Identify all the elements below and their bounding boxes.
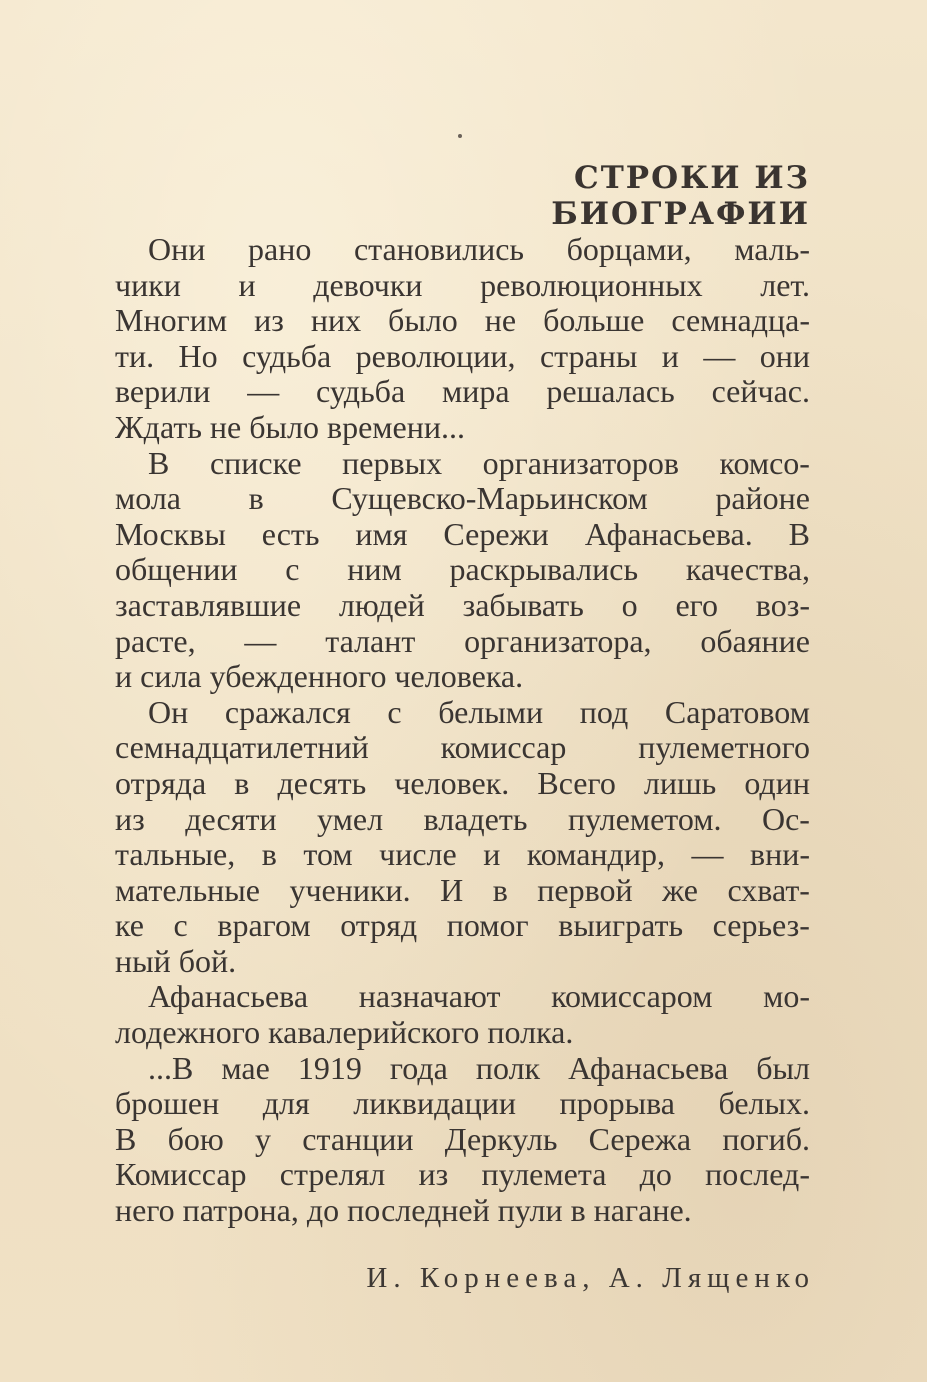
word: Комиссар (115, 1156, 247, 1193)
word: прорыва (559, 1085, 675, 1122)
word: Афанасьева. (584, 515, 753, 552)
word: организатора, (464, 622, 652, 659)
word: забывать (462, 586, 584, 623)
word: мола (115, 480, 181, 517)
word: десять (277, 764, 367, 801)
word: ...В (148, 1049, 194, 1086)
word: Они (148, 231, 206, 267)
word: лишь (643, 764, 717, 801)
print-dot (458, 134, 462, 138)
word: отряда (115, 764, 207, 801)
word: пулеметного (638, 729, 810, 766)
text-line (115, 837, 810, 873)
word: мо- (763, 978, 810, 1015)
word: и (238, 266, 256, 303)
text-line (115, 766, 810, 802)
word: 1919 (297, 1049, 362, 1086)
word: становились (353, 231, 524, 267)
word: станции (302, 1120, 414, 1157)
word: брошен (115, 1085, 220, 1122)
text-line (115, 232, 810, 268)
word: Но (178, 337, 218, 374)
text-line (115, 730, 810, 766)
word: лет. (760, 266, 810, 303)
word: послед- (705, 1156, 810, 1193)
text-line (115, 552, 810, 588)
word: выиграть (558, 907, 684, 944)
word: страны (539, 337, 638, 374)
text-line (115, 624, 810, 660)
word: рано (248, 231, 312, 267)
word: Москвы (115, 515, 226, 552)
word: пулеметом. (567, 800, 722, 837)
word: революции, (355, 337, 516, 374)
word: маль- (734, 231, 810, 267)
word: ти. (115, 337, 155, 374)
word: том (303, 836, 353, 873)
word: Афанасьева (148, 978, 309, 1015)
author-signature: И. Корнеева, А. Лященко (366, 1262, 815, 1294)
word: назначают (358, 978, 501, 1015)
word: Сережи (443, 515, 549, 552)
page-title: СТРОКИ ИЗ БИОГРАФИИ (551, 160, 810, 232)
word: борцами, (566, 231, 692, 267)
text-line (115, 303, 810, 339)
word: до (639, 1156, 672, 1193)
word: есть (261, 515, 320, 552)
word: ученики. (289, 871, 411, 908)
text-line (115, 908, 810, 944)
word: был (756, 1049, 810, 1086)
word: судьба (242, 337, 332, 374)
word: революционных (480, 266, 703, 303)
word: судьба (316, 373, 406, 410)
text-line (115, 339, 810, 375)
word: сейчас. (711, 373, 810, 410)
word: десяти (185, 800, 277, 837)
word: с (173, 907, 188, 944)
word: комиссаром (551, 978, 713, 1015)
word: года (389, 1049, 448, 1086)
word: Деркуль (444, 1120, 558, 1157)
text-line (115, 588, 810, 624)
word: из (418, 1156, 449, 1193)
text-line (115, 374, 810, 410)
word: же (662, 871, 698, 908)
word: в (234, 764, 250, 801)
text-line (115, 1051, 810, 1087)
word: полк (475, 1049, 541, 1086)
word: бою (167, 1120, 224, 1157)
word: отряд (340, 907, 418, 944)
word: больше (543, 302, 645, 339)
word: раскрывались (449, 551, 639, 588)
word: один (744, 764, 810, 801)
word: — (703, 337, 736, 374)
word: — (691, 836, 724, 873)
text-line (115, 481, 810, 517)
text-line (115, 517, 810, 553)
word: мае (221, 1049, 270, 1086)
word: Афанасьева (568, 1049, 729, 1086)
word: верили (115, 373, 211, 410)
text-line (115, 979, 810, 1015)
word: районе (715, 480, 810, 517)
word: владеть (423, 800, 528, 837)
word: Сережа (588, 1120, 692, 1157)
word: Ос- (761, 800, 810, 837)
word: из (254, 302, 284, 339)
word: семнадцатилетний (115, 729, 369, 766)
word: мательные (115, 871, 260, 908)
text-line (115, 1086, 810, 1122)
word: мира (442, 373, 510, 410)
word: комсо- (719, 444, 810, 481)
article-body (115, 232, 810, 1229)
word: в (248, 480, 264, 517)
text-line (115, 268, 810, 304)
word: первых (342, 444, 443, 481)
word: В (148, 444, 170, 481)
word: у (255, 1120, 271, 1157)
word: серьез- (712, 907, 810, 944)
word: Он (148, 693, 189, 730)
word: — (247, 373, 280, 410)
word: тальные, (115, 836, 236, 873)
word: ке (115, 907, 144, 944)
word: схват- (727, 871, 810, 908)
word: человек. (394, 764, 510, 801)
text-line: Ждать не было времени... (115, 408, 465, 445)
word: не (484, 302, 517, 339)
word: первой (537, 871, 633, 908)
word: и (661, 337, 679, 374)
word: ним (347, 551, 402, 588)
word: В (788, 515, 810, 552)
word: с (387, 693, 402, 730)
word: пулемета (481, 1156, 607, 1193)
word: белыми (438, 693, 544, 730)
word: для (262, 1085, 310, 1122)
word: вни- (749, 836, 810, 873)
word: Сущевско-Марьинском (331, 480, 648, 517)
word: врагом (217, 907, 311, 944)
word: комиссар (440, 729, 567, 766)
text-line (115, 1122, 810, 1158)
word: ликвидации (353, 1085, 516, 1122)
word: числе (379, 836, 457, 873)
word: из (115, 800, 145, 837)
word: стрелял (279, 1156, 386, 1193)
text-line: него патрона, до последней пули в нагане. (115, 1192, 692, 1229)
text-line: ный бой. (115, 942, 237, 979)
word: И (440, 871, 464, 908)
word: общении (115, 551, 238, 588)
word: В (115, 1120, 137, 1157)
word: под (579, 693, 629, 730)
word: девочки (313, 266, 423, 303)
word: белых. (718, 1085, 810, 1122)
word: людей (338, 586, 425, 623)
word: Саратовом (664, 693, 810, 730)
word: талант (325, 622, 416, 659)
word: с (285, 551, 300, 588)
text-line (115, 802, 810, 838)
word: в (492, 871, 508, 908)
word: помог (446, 907, 529, 944)
word: — (244, 622, 277, 659)
word: качества, (685, 551, 810, 588)
word: умел (317, 800, 384, 837)
text-line: лодежного кавалерийского полка. (115, 1014, 574, 1051)
text-line (115, 695, 810, 731)
word: погиб. (722, 1120, 810, 1157)
word: организаторов (482, 444, 679, 481)
word: семнадца- (671, 302, 810, 339)
word: командир, (526, 836, 665, 873)
text-line (115, 1157, 810, 1193)
word: о (621, 586, 638, 623)
word: списке (209, 444, 302, 481)
word: и (483, 836, 501, 873)
word: сражался (224, 693, 351, 730)
word: обаяние (700, 622, 810, 659)
word: имя (355, 515, 408, 552)
word: его (675, 586, 718, 623)
text-line (115, 873, 810, 909)
word: Всего (537, 764, 616, 801)
word: было (388, 302, 458, 339)
word: они (759, 337, 810, 374)
word: чики (115, 266, 181, 303)
word: воз- (755, 586, 810, 623)
text-line: и сила убежденного человека. (115, 658, 524, 695)
word: в (261, 836, 277, 873)
word: решалась (546, 373, 675, 410)
word: расте, (115, 622, 196, 659)
word: Многим (115, 302, 228, 339)
text-line (115, 446, 810, 482)
word: заставлявшие (115, 586, 302, 623)
word: них (310, 302, 362, 339)
